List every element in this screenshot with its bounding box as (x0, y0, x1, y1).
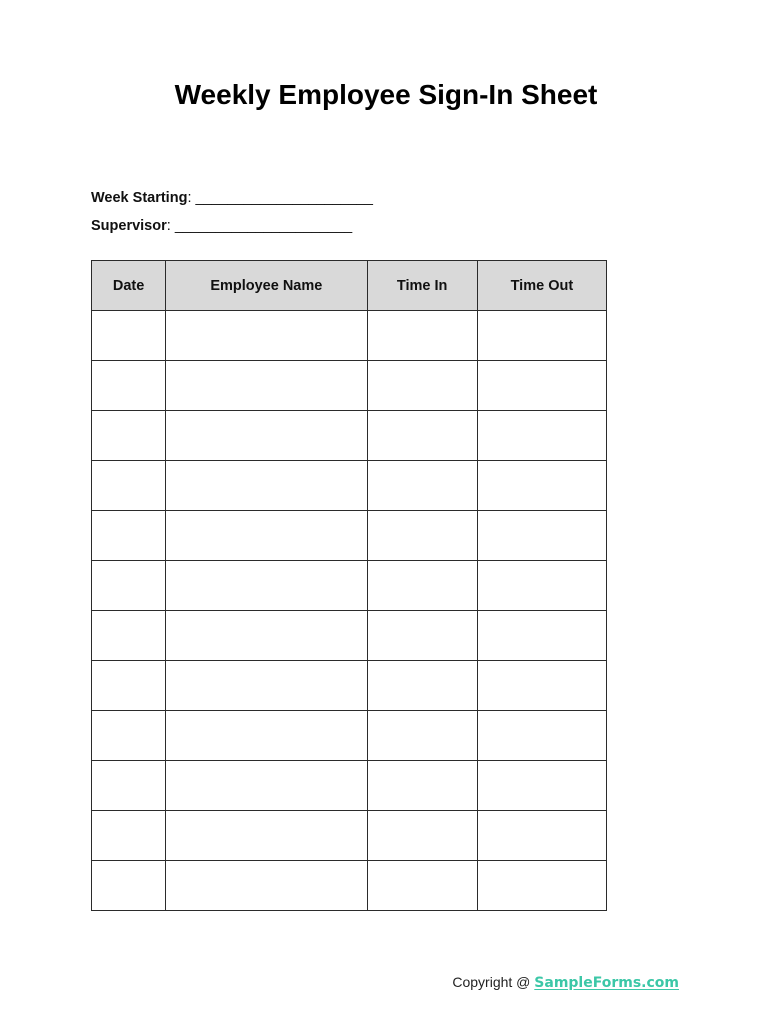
cell-time-out[interactable] (477, 511, 606, 561)
cell-time-in[interactable] (367, 711, 477, 761)
table-row (92, 861, 607, 911)
cell-employee-name[interactable] (166, 811, 367, 861)
cell-time-in[interactable] (367, 411, 477, 461)
cell-time-in[interactable] (367, 611, 477, 661)
table-row (92, 711, 607, 761)
supervisor-colon: : (166, 218, 171, 234)
cell-employee-name[interactable] (166, 661, 367, 711)
cell-time-out[interactable] (477, 861, 606, 911)
cell-date[interactable] (92, 861, 166, 911)
cell-time-in[interactable] (367, 461, 477, 511)
cell-time-out[interactable] (477, 761, 606, 811)
week-starting-field (91, 189, 373, 207)
header-employee-name: Employee Name (166, 261, 367, 311)
cell-employee-name[interactable] (166, 311, 367, 361)
cell-time-in[interactable] (367, 361, 477, 411)
cell-date[interactable] (92, 411, 166, 461)
table-row (92, 611, 607, 661)
table-row (92, 511, 607, 561)
page-title: Weekly Employee Sign-In Sheet (174, 79, 598, 110)
cell-time-in[interactable] (367, 811, 477, 861)
table-row (92, 761, 607, 811)
cell-employee-name[interactable] (166, 711, 367, 761)
cell-employee-name[interactable] (166, 561, 367, 611)
supervisor-blank-line[interactable]: ______________________ (174, 218, 353, 234)
cell-employee-name[interactable] (166, 761, 367, 811)
header-time-in: Time In (367, 261, 477, 311)
cell-employee-name[interactable] (166, 861, 367, 911)
table-row (92, 411, 607, 461)
copyright-text: Copyright @ (452, 974, 535, 990)
header-date: Date (92, 261, 166, 311)
copyright-footer (452, 973, 679, 992)
table-row (92, 811, 607, 861)
cell-date[interactable] (92, 511, 166, 561)
cell-employee-name[interactable] (166, 511, 367, 561)
table-body (92, 311, 607, 911)
cell-date[interactable] (92, 811, 166, 861)
cell-date[interactable] (92, 711, 166, 761)
cell-time-in[interactable] (367, 311, 477, 361)
cell-date[interactable] (92, 561, 166, 611)
brand-link[interactable]: SampleForms.com (534, 975, 679, 991)
cell-time-out[interactable] (477, 361, 606, 411)
cell-employee-name[interactable] (166, 611, 367, 661)
supervisor-field (91, 217, 352, 235)
table-row (92, 311, 607, 361)
cell-time-in[interactable] (367, 561, 477, 611)
sign-in-table (91, 260, 607, 911)
table-row (92, 661, 607, 711)
cell-date[interactable] (92, 361, 166, 411)
cell-date[interactable] (92, 661, 166, 711)
header-time-out: Time Out (477, 261, 606, 311)
table-header-row (92, 261, 607, 311)
cell-employee-name[interactable] (166, 461, 367, 511)
cell-time-in[interactable] (367, 511, 477, 561)
cell-date[interactable] (92, 311, 166, 361)
cell-date[interactable] (92, 761, 166, 811)
cell-date[interactable] (92, 461, 166, 511)
table-row (92, 561, 607, 611)
supervisor-label: Supervisor (91, 218, 167, 234)
cell-time-out[interactable] (477, 561, 606, 611)
cell-employee-name[interactable] (166, 361, 367, 411)
cell-time-out[interactable] (477, 311, 606, 361)
week-starting-blank-line[interactable]: ______________________ (195, 190, 373, 206)
table-row (92, 461, 607, 511)
cell-time-out[interactable] (477, 461, 606, 511)
cell-time-in[interactable] (367, 661, 477, 711)
cell-time-out[interactable] (477, 411, 606, 461)
cell-time-in[interactable] (367, 761, 477, 811)
table-row (92, 361, 607, 411)
cell-time-out[interactable] (477, 811, 606, 861)
cell-time-out[interactable] (477, 611, 606, 661)
cell-time-in[interactable] (367, 861, 477, 911)
cell-time-out[interactable] (477, 661, 606, 711)
week-starting-label: Week Starting (91, 190, 188, 206)
week-starting-colon: : (187, 190, 192, 206)
cell-employee-name[interactable] (166, 411, 367, 461)
cell-date[interactable] (92, 611, 166, 661)
cell-time-out[interactable] (477, 711, 606, 761)
